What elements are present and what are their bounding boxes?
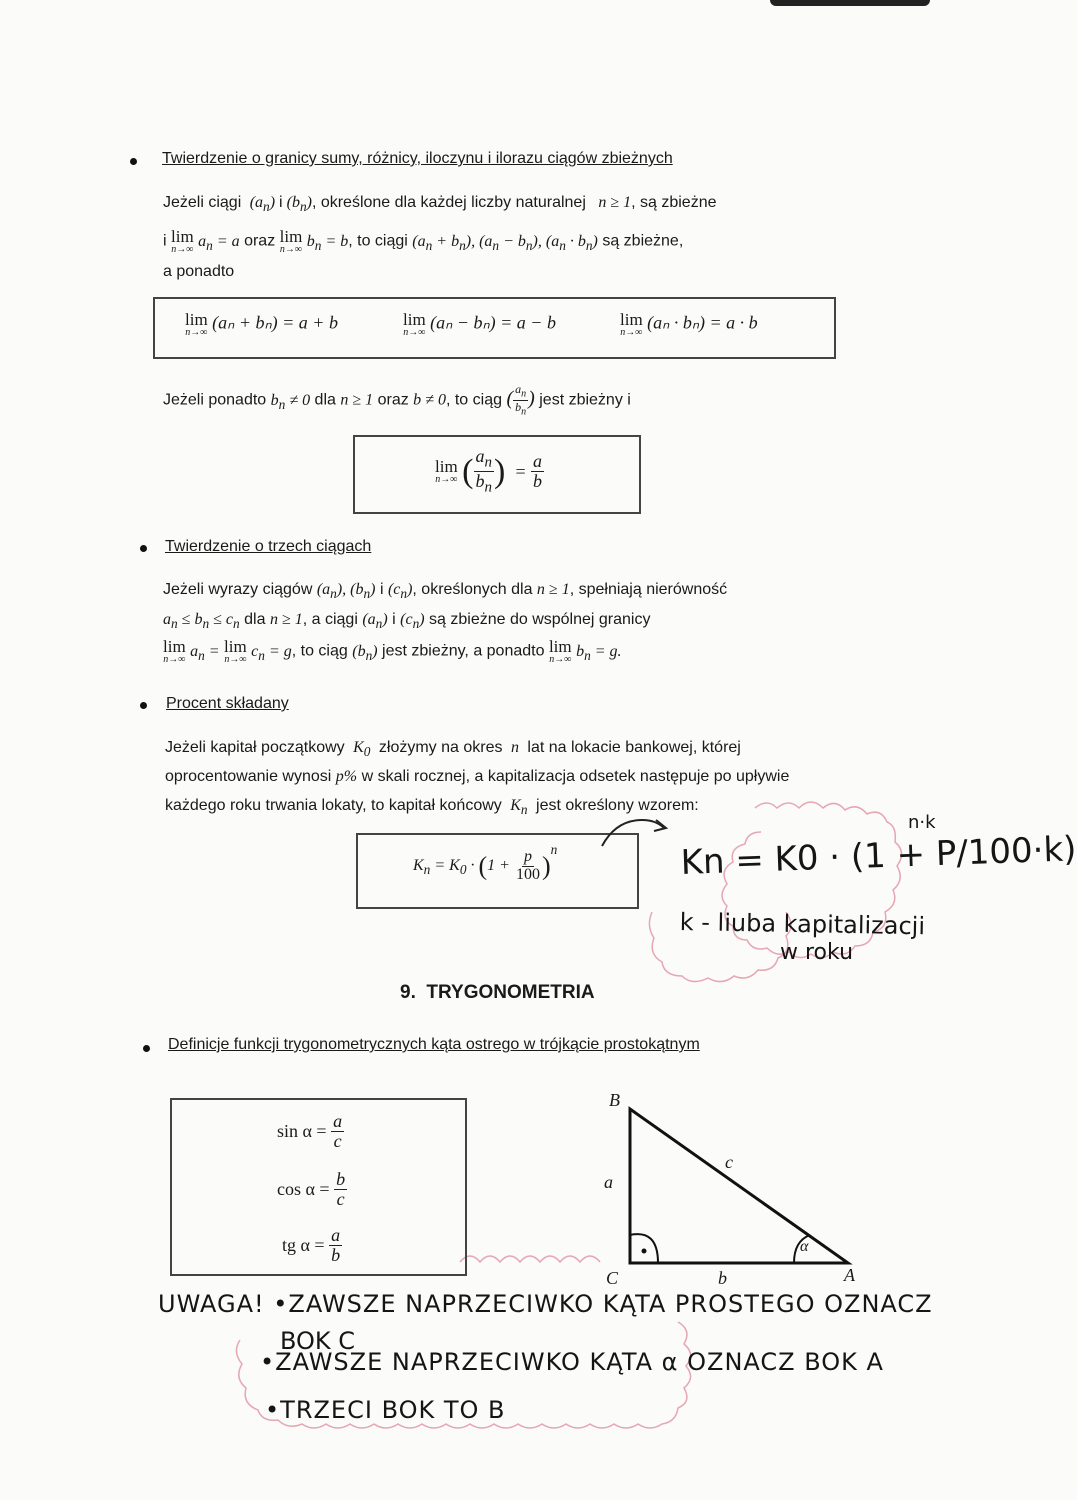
- handwritten-exponent: n·k: [908, 812, 936, 833]
- heading-trig-definitions: Definicje funkcji trygonometrycznych kąta ostrego w trójkącie prostokątnym: [168, 1036, 700, 1053]
- three-seq-line3: lim n→∞ $a_n$ = lim n→∞ $c_n = g$, to ciąg $(b_n)$ jest zbieżny, a ponadto lim n→∞ $b_n = g$.: [163, 637, 622, 665]
- handwritten-note-year: w roku: [780, 940, 854, 965]
- formula-quotient: lim n→∞ ( $\frac{a_n}{b_n}$ ) = $\frac{a}{b}$: [435, 446, 542, 496]
- side-a-label: a: [604, 1172, 613, 1192]
- side-b-label: b: [718, 1268, 727, 1288]
- formula-tg: tg α = $\frac{a}{b}$: [282, 1225, 341, 1265]
- angle-alpha-label: α: [800, 1238, 809, 1255]
- handwritten-note-line4: •TRZECI BOK TO B: [265, 1396, 506, 1424]
- three-seq-line1: Jeżeli wyrazy ciągów $(a_n)$, $(b_n)$ i $(c_n)$, określonych dla n ≥ 1, spełniają nierówność: [163, 581, 728, 602]
- handwritten-note-line2: BOK C: [280, 1327, 356, 1355]
- vertex-a-label: A: [844, 1265, 855, 1285]
- limit-theorem-line1: Jeżeli ciągi $(a_n)$ i $(b_n)$, określone dla każdej liczby naturalnej n ≥ 1, są zbieżne: [163, 194, 717, 215]
- interest-line2: oprocentowanie wynosi p% w skali rocznej, a kapitalizacja odsetek następuje po upływie: [165, 768, 790, 785]
- trig-definitions-box: [170, 1098, 467, 1276]
- vertex-c-label: C: [606, 1268, 619, 1288]
- limit-theorem-line3: a ponadto: [163, 263, 235, 280]
- heading-three-sequences: Twierdzenie o trzech ciągach: [165, 538, 372, 555]
- formula-sum: lim n→∞ (aₙ + bₙ) = a + b: [185, 310, 338, 338]
- quotient-condition: Jeżeli ponadto $b_n \ne 0$ dla n ≥ 1 oraz b ≠ 0, to ciąg ( $\frac{a_n}{b_n}$ ) jest zbieżny i: [163, 382, 631, 418]
- formula-compound-interest: $K_n = K_0 \cdot (1$ + $\frac{p}{100}$ )$^n$: [413, 841, 558, 883]
- handwritten-note-k: k - liuba kapitalizacji: [679, 908, 926, 941]
- formula-product: lim n→∞ (aₙ · bₙ) = a · b: [620, 310, 758, 338]
- bullet: [143, 1045, 150, 1052]
- formula-cos: cos α = $\frac{b}{c}$: [277, 1169, 346, 1209]
- formula-sin: sin α = $\frac{a}{c}$: [277, 1111, 343, 1151]
- chapter-title: 9. TRYGONOMETRIA: [400, 982, 595, 1003]
- three-seq-line2: $a_n \le b_n \le c_n$ dla n ≥ 1, a ciągi $(a_n)$ i $(c_n)$ są zbieżne do wspólnej granicy: [163, 611, 651, 632]
- handwritten-note-line3: •ZAWSZE NAPRZECIWKO KĄTA α OZNACZ BOK A: [260, 1348, 884, 1376]
- heading-compound-interest: Procent składany: [166, 695, 289, 712]
- limit-theorem-line2: i lim n→∞ $a_n = a$ oraz lim n→∞ $b_n = b$, to ciągi $(a_n + b_n)$, $(a_n - b_n)$, $(a_n \cdot b_n)$ są zbieżne,: [163, 227, 684, 255]
- interest-line1: Jeżeli kapitał początkowy $K_0$ złożymy na okres n lat na lokacie bankowej, której: [165, 739, 741, 760]
- vertex-b-label: B: [609, 1090, 620, 1110]
- right-triangle-diagram: [590, 1085, 870, 1285]
- side-c-label: c: [725, 1152, 733, 1172]
- formula-difference: lim n→∞ (aₙ − bₙ) = a − b: [403, 310, 556, 338]
- handwritten-formula: Kn = K0 · (1 + P/100·k): [680, 829, 1077, 883]
- handwritten-note-line1: UWAGA! •ZAWSZE NAPRZECIWKO KĄTA PROSTEGO OZNACZ: [158, 1290, 933, 1318]
- interest-line3: każdego roku trwania lokaty, to kapitał końcowy $K_n$ jest określony wzorem:: [165, 797, 699, 818]
- heading-limit-theorem: Twierdzenie o granicy sumy, różnicy, iloczynu i ilorazu ciągów zbieżnych: [162, 150, 673, 167]
